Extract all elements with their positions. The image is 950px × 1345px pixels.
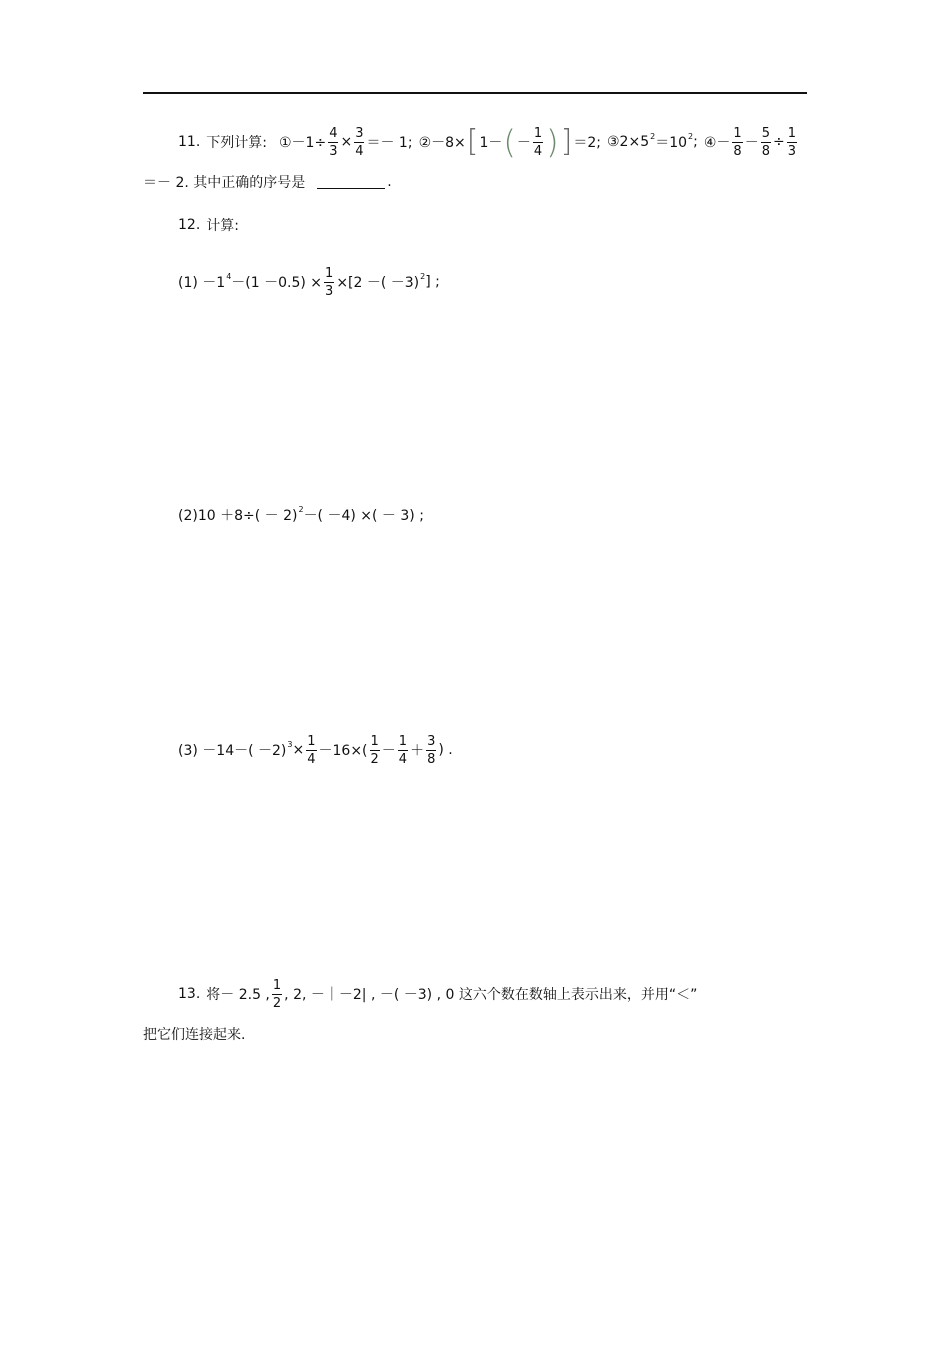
q12-part-2: [178, 505, 424, 525]
q12-p2-start: (2)10 ＋8÷( － 2): [178, 508, 298, 524]
q12-part-3: [178, 730, 453, 770]
q13-number: 13.: [178, 986, 201, 1002]
q11-item4-fraction-3: $\frac{1}{3}$: [787, 125, 796, 159]
q13-line-2: [143, 1024, 245, 1044]
right-bracket-icon: ]: [560, 124, 573, 159]
q11-item2-inner: 1－: [479, 135, 503, 151]
q11-line2-text: ＝－ 2. 其中正确的序号是: [143, 175, 306, 191]
header-rule: [143, 92, 807, 94]
answer-blank[interactable]: [317, 176, 385, 189]
q12-header: [178, 215, 239, 235]
q11-line2-end: .: [387, 174, 392, 190]
q12-number: 12.: [178, 217, 201, 233]
q12-p1-mid: －(1 －0.5) ×: [231, 275, 323, 291]
q12-p1-start: (1) －1: [178, 275, 226, 291]
q11-item1-fraction-2: $\frac{3}{4}$: [355, 125, 364, 159]
q13-fraction: $\frac{1}{2}$: [272, 977, 282, 1011]
q11-item4-start: ④－: [703, 135, 731, 151]
q13-start: 将－ 2.5 ,: [206, 987, 270, 1003]
q11-intro: 下列计算:: [206, 135, 267, 151]
q12-p3-plus: ＋: [410, 743, 425, 759]
q12-p3-minus: －: [381, 743, 396, 759]
q12-p1-end: ] ;: [425, 274, 440, 290]
q12-p1-fraction: $\frac{1}{3}$: [325, 265, 334, 299]
q13-line-1: [178, 974, 697, 1014]
left-paren-icon: (: [503, 123, 516, 161]
q12-p3-fraction-2: $\frac{1}{2}$: [370, 733, 379, 767]
q11-item3-exponent: 2: [650, 131, 656, 141]
q12-p2-end: －( －4) ×( － 3) ;: [303, 508, 424, 524]
q12-p3-start: (3) －14－( －2): [178, 743, 287, 759]
right-paren-icon: ): [546, 123, 559, 161]
q11-item4-fraction-2: $\frac{5}{8}$: [761, 125, 770, 159]
q11-item1-fraction-1: $\frac{4}{3}$: [329, 125, 338, 159]
q12-p1-bracket: ×[2 －( －3): [336, 275, 420, 291]
q11-item1-times: ×: [340, 134, 353, 150]
q12-p3-fraction-3: $\frac{1}{4}$: [398, 733, 408, 767]
q11-item4-fraction-1: $\frac{1}{8}$: [733, 125, 742, 159]
q12-title: 计算:: [206, 218, 239, 234]
q13-line2-text: 把它们连接起来.: [143, 1027, 246, 1043]
q11-item4-minus: －: [744, 135, 759, 151]
q12-p1-exponent-2: 2: [420, 271, 426, 281]
q11-item4-divide: ÷: [772, 134, 785, 150]
left-bracket-icon: [: [466, 124, 479, 159]
q12-p3-fraction-1: $\frac{1}{4}$: [307, 733, 316, 767]
q12-p3-end: ) .: [438, 742, 453, 758]
q11-line-1: 11. 下列计算: ①－1÷ $\frac{4}{3}$ × $\frac{3}{4}$ ＝－ 1; ②－8× [ 1－ ( － $\frac{1}{4}$ ) ] ＝2; ③2×5 $^2$ ＝10 $^2$ ; ④－ $\frac{1}{8}$ － $\frac{5}{8}$ ÷ $\frac{1}{3}$: [178, 123, 796, 161]
q11-item3-end: ;: [693, 134, 698, 150]
q12-p3-fraction-4: $\frac{3}{8}$: [427, 733, 436, 767]
q12-p1-exponent: 4: [226, 271, 232, 281]
q13-text: , 2, －｜－2| , －( －3) , 0 这六个数在数轴上表示出来，并用“＜”: [284, 987, 698, 1003]
q11-item3-exponent-2: 2: [688, 131, 694, 141]
q11-item1-end: ＝－ 1;: [366, 135, 413, 151]
q12-part-1: [178, 262, 440, 302]
q11-line-2: [143, 172, 392, 192]
q12-p3-times: ×: [292, 742, 305, 758]
q11-item3-start: ③2×5: [607, 134, 650, 150]
q12-p3-mid: －16×(: [318, 743, 368, 759]
q11-item3-mid: ＝10: [655, 135, 688, 151]
q12-p2-exponent: 2: [298, 504, 304, 514]
q11-item2-start: ②－8×: [418, 135, 466, 151]
q11-item1-start: ①－1÷: [278, 135, 327, 151]
q11-item2-end: ＝2;: [573, 135, 601, 151]
q11-item2-fraction: $\frac{1}{4}$: [533, 125, 543, 159]
q11-number: 11.: [178, 134, 201, 150]
q12-p3-exponent: 3: [287, 739, 293, 749]
